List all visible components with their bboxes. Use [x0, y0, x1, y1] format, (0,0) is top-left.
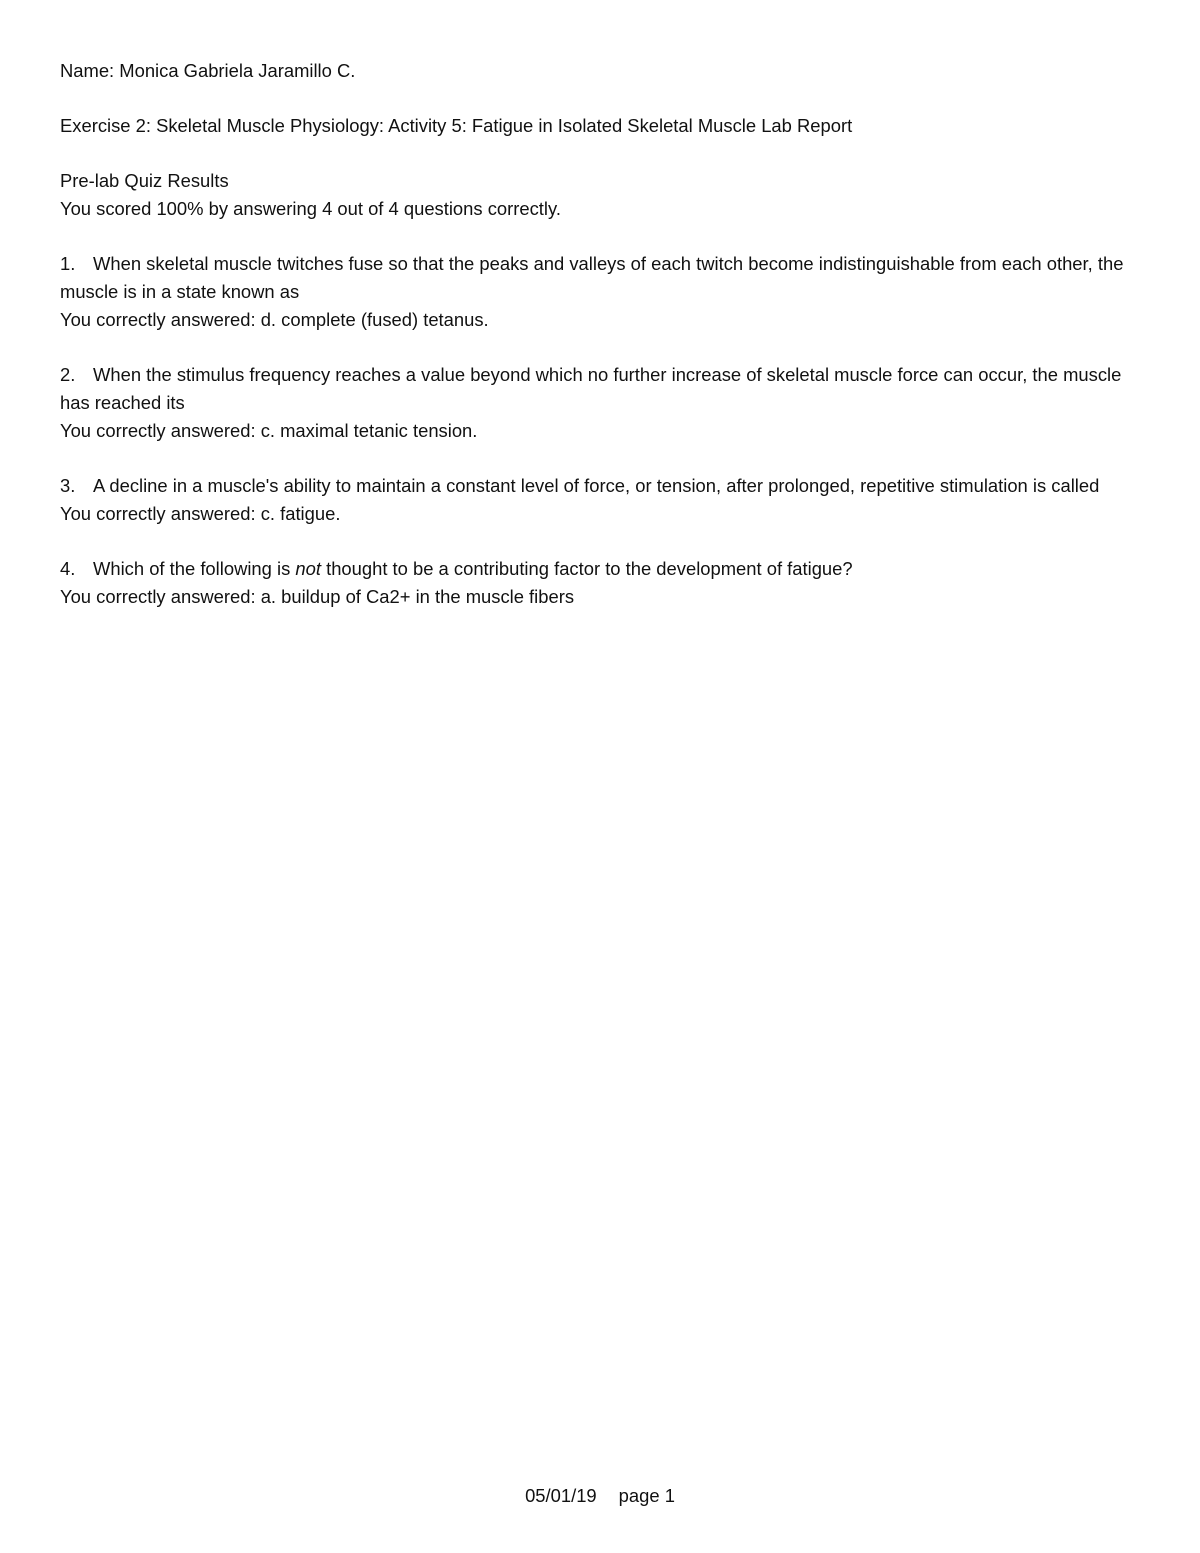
question-4-answer: You correctly answered: a. buildup of Ca2+ in the muscle fibers: [60, 586, 575, 607]
question-3-text: [60, 472, 1140, 500]
spacer: [60, 223, 1140, 250]
question-prompt-emphasis: not: [295, 558, 321, 579]
question-prompt-start: Which of the following is: [93, 558, 296, 579]
question-prompt: When the stimulus frequency reaches a value beyond which no further increase of skeletal muscle force can occur, the muscle has reached its: [60, 364, 1122, 413]
spacer: [60, 85, 1140, 112]
question-number: 4.: [60, 558, 76, 579]
question-3-answer: You correctly answered: c. fatigue.: [60, 503, 341, 524]
footer-date: 05/01/19: [525, 1485, 597, 1506]
spacer: [60, 445, 1140, 472]
spacer: [60, 140, 1140, 167]
question-3: [60, 472, 1140, 528]
question-4-text: [60, 555, 1140, 583]
question-4: [60, 555, 1140, 611]
question-1-text: [60, 250, 1140, 306]
question-prompt: A decline in a muscle's ability to maintain a constant level of force, or tension, after prolonged, repetitive stimulation is called: [93, 475, 1100, 496]
page-footer: [0, 1482, 1200, 1510]
question-2-text: [60, 361, 1140, 417]
report-title: Exercise 2: Skeletal Muscle Physiology: Activity 5: Fatigue in Isolated Skeletal Muscle Lab Report: [60, 115, 853, 136]
question-number: 1.: [60, 253, 76, 274]
question-number: 3.: [60, 475, 76, 496]
question-1: [60, 250, 1140, 334]
question-2-answer: You correctly answered: c. maximal tetanic tension.: [60, 420, 478, 441]
question-number: 2.: [60, 364, 76, 385]
document-content: [60, 57, 1140, 611]
spacer: [60, 528, 1140, 555]
quiz-score: You scored 100% by answering 4 out of 4 questions correctly.: [60, 198, 561, 219]
question-1-answer: You correctly answered: d. complete (fused) tetanus.: [60, 309, 489, 330]
question-2: [60, 361, 1140, 445]
question-prompt-end: thought to be a contributing factor to the development of fatigue?: [320, 558, 853, 579]
quiz-heading: Pre-lab Quiz Results: [60, 170, 229, 191]
question-prompt: When skeletal muscle twitches fuse so that the peaks and valleys of each twitch become indistinguishable from each other, the muscle is in a state known as: [60, 253, 1124, 302]
spacer: [60, 334, 1140, 361]
footer-page-number: page 1: [618, 1485, 675, 1506]
student-name: Name: Monica Gabriela Jaramillo C.: [60, 60, 356, 81]
